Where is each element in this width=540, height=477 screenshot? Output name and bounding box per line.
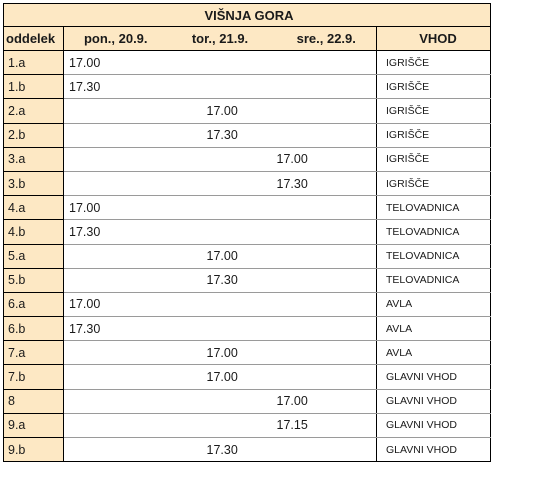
cell-class: 3.b	[4, 171, 64, 195]
cell-monday: 17.00	[64, 292, 164, 316]
cell-tuesday	[164, 147, 273, 171]
table-row	[4, 75, 491, 99]
cell-tuesday	[164, 389, 273, 413]
table-title: VIŠNJA GORA	[4, 4, 491, 27]
cell-monday	[64, 413, 164, 437]
cell-monday	[64, 365, 164, 389]
cell-tuesday	[164, 171, 273, 195]
table-row	[4, 99, 491, 123]
cell-tuesday: 17.00	[164, 365, 273, 389]
cell-entrance: IGRIŠČE	[377, 171, 491, 195]
cell-class: 6.b	[4, 317, 64, 341]
cell-wednesday	[273, 317, 377, 341]
cell-monday: 17.30	[64, 220, 164, 244]
cell-entrance: AVLA	[377, 341, 491, 365]
schedule-table	[3, 3, 491, 462]
table-row	[4, 365, 491, 389]
cell-wednesday	[273, 75, 377, 99]
cell-entrance: GLAVNI VHOD	[377, 365, 491, 389]
cell-tuesday	[164, 75, 273, 99]
cell-tuesday: 17.00	[164, 99, 273, 123]
cell-class: 1.a	[4, 51, 64, 75]
cell-class: 2.b	[4, 123, 64, 147]
cell-class: 5.a	[4, 244, 64, 268]
table-row	[4, 292, 491, 316]
cell-wednesday	[273, 365, 377, 389]
table-row	[4, 341, 491, 365]
table-row	[4, 413, 491, 437]
header-tuesday: tor., 21.9.	[164, 27, 273, 51]
cell-wednesday: 17.00	[273, 389, 377, 413]
cell-tuesday	[164, 292, 273, 316]
header-wednesday: sre., 22.9.	[273, 27, 377, 51]
cell-wednesday	[273, 220, 377, 244]
cell-tuesday: 17.30	[164, 268, 273, 292]
table-row	[4, 438, 491, 462]
cell-monday	[64, 389, 164, 413]
cell-tuesday	[164, 51, 273, 75]
cell-monday	[64, 341, 164, 365]
cell-class: 2.a	[4, 99, 64, 123]
cell-entrance: TELOVADNICA	[377, 220, 491, 244]
cell-wednesday	[273, 123, 377, 147]
cell-monday: 17.30	[64, 317, 164, 341]
cell-class: 7.a	[4, 341, 64, 365]
table-row	[4, 196, 491, 220]
cell-wednesday: 17.15	[273, 413, 377, 437]
table-row	[4, 51, 491, 75]
table-row	[4, 220, 491, 244]
header-entrance: VHOD	[377, 27, 491, 51]
cell-entrance: IGRIŠČE	[377, 75, 491, 99]
schedule-sheet	[3, 3, 490, 462]
table-row	[4, 244, 491, 268]
cell-entrance: IGRIŠČE	[377, 147, 491, 171]
cell-class: 9.b	[4, 438, 64, 462]
cell-tuesday	[164, 196, 273, 220]
cell-entrance: TELOVADNICA	[377, 244, 491, 268]
cell-entrance: GLAVNI VHOD	[377, 413, 491, 437]
cell-class: 3.a	[4, 147, 64, 171]
table-row	[4, 147, 491, 171]
cell-class: 4.b	[4, 220, 64, 244]
cell-monday: 17.30	[64, 75, 164, 99]
cell-tuesday: 17.00	[164, 341, 273, 365]
cell-tuesday	[164, 317, 273, 341]
cell-entrance: AVLA	[377, 292, 491, 316]
cell-monday: 17.00	[64, 51, 164, 75]
cell-wednesday	[273, 244, 377, 268]
cell-class: 7.b	[4, 365, 64, 389]
cell-class: 8	[4, 389, 64, 413]
cell-wednesday	[273, 292, 377, 316]
table-row	[4, 123, 491, 147]
cell-monday	[64, 268, 164, 292]
title-row	[4, 4, 491, 27]
cell-entrance: TELOVADNICA	[377, 268, 491, 292]
header-monday: pon., 20.9.	[64, 27, 164, 51]
table-row	[4, 268, 491, 292]
cell-wednesday	[273, 438, 377, 462]
cell-tuesday: 17.00	[164, 244, 273, 268]
cell-entrance: IGRIŠČE	[377, 123, 491, 147]
header-row	[4, 27, 491, 51]
table-row	[4, 389, 491, 413]
cell-class: 4.a	[4, 196, 64, 220]
cell-entrance: TELOVADNICA	[377, 196, 491, 220]
cell-monday	[64, 171, 164, 195]
table-row	[4, 317, 491, 341]
cell-entrance: IGRIŠČE	[377, 51, 491, 75]
cell-monday: 17.00	[64, 196, 164, 220]
cell-monday	[64, 147, 164, 171]
header-class: oddelek	[4, 27, 64, 51]
cell-tuesday	[164, 220, 273, 244]
cell-entrance: GLAVNI VHOD	[377, 438, 491, 462]
table-body	[4, 51, 491, 462]
cell-wednesday	[273, 341, 377, 365]
cell-class: 9.a	[4, 413, 64, 437]
cell-wednesday: 17.00	[273, 147, 377, 171]
cell-tuesday: 17.30	[164, 123, 273, 147]
cell-class: 6.a	[4, 292, 64, 316]
cell-wednesday	[273, 196, 377, 220]
cell-monday	[64, 244, 164, 268]
cell-wednesday: 17.30	[273, 171, 377, 195]
cell-monday	[64, 438, 164, 462]
cell-class: 5.b	[4, 268, 64, 292]
cell-wednesday	[273, 268, 377, 292]
cell-entrance: AVLA	[377, 317, 491, 341]
cell-monday	[64, 99, 164, 123]
cell-entrance: IGRIŠČE	[377, 99, 491, 123]
cell-class: 1.b	[4, 75, 64, 99]
table-row	[4, 171, 491, 195]
cell-entrance: GLAVNI VHOD	[377, 389, 491, 413]
cell-monday	[64, 123, 164, 147]
cell-tuesday: 17.30	[164, 438, 273, 462]
cell-wednesday	[273, 99, 377, 123]
cell-wednesday	[273, 51, 377, 75]
cell-tuesday	[164, 413, 273, 437]
